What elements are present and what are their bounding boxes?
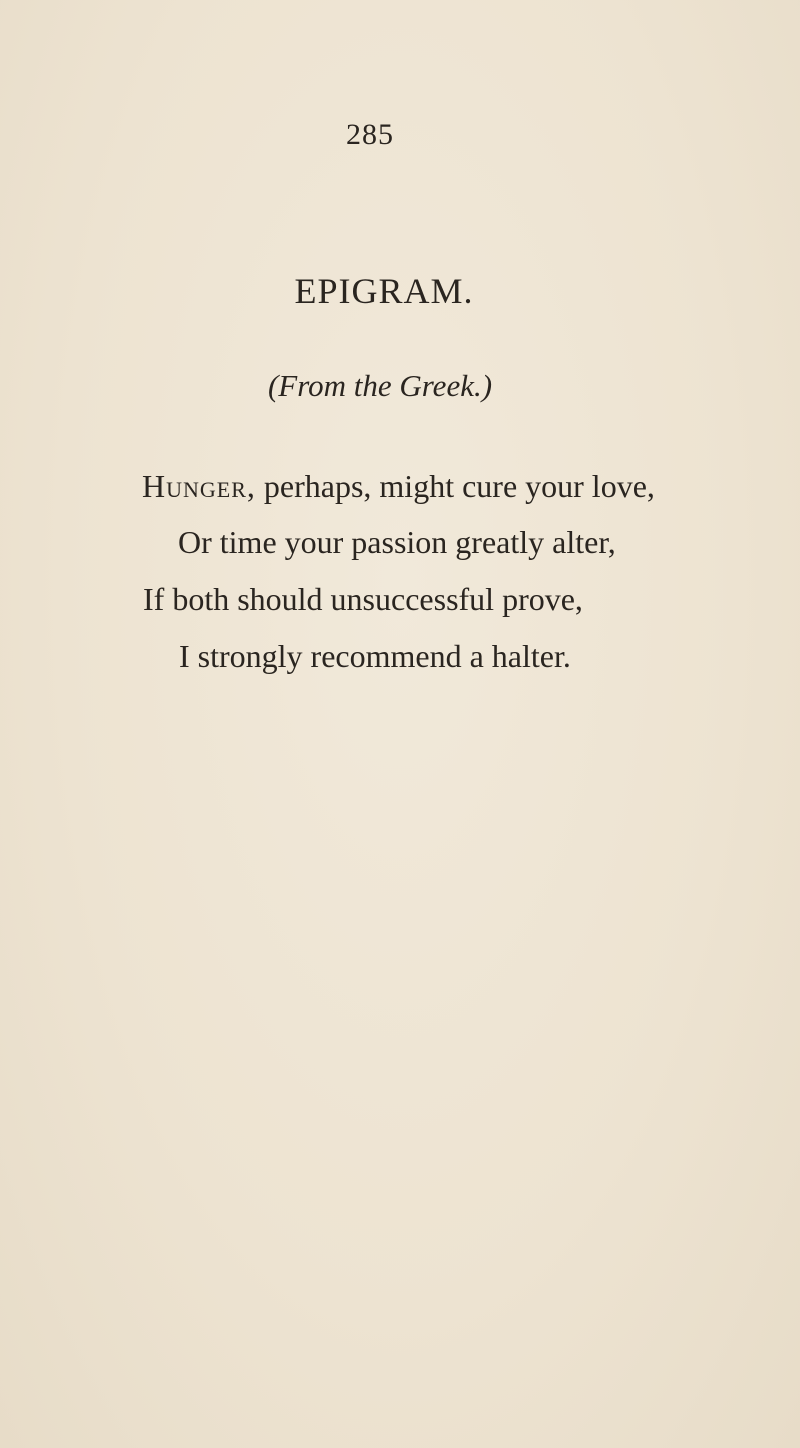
- poem-line-1-rest: perhaps, might cure your love,: [255, 468, 655, 504]
- poem-line-2: Or time your passion greatly alter,: [178, 524, 616, 560]
- poem-line-1-lead: Hunger,: [142, 468, 256, 504]
- poem-title: EPIGRAM.: [294, 271, 474, 311]
- page-number: 285: [346, 118, 394, 151]
- poem-line-3: If both should unsuccessful prove,: [143, 581, 583, 617]
- poem-subtitle: (From the Greek.): [267, 368, 493, 403]
- poem-line-1: [142, 468, 655, 505]
- poem-line-4: I strongly recommend a halter.: [179, 638, 571, 674]
